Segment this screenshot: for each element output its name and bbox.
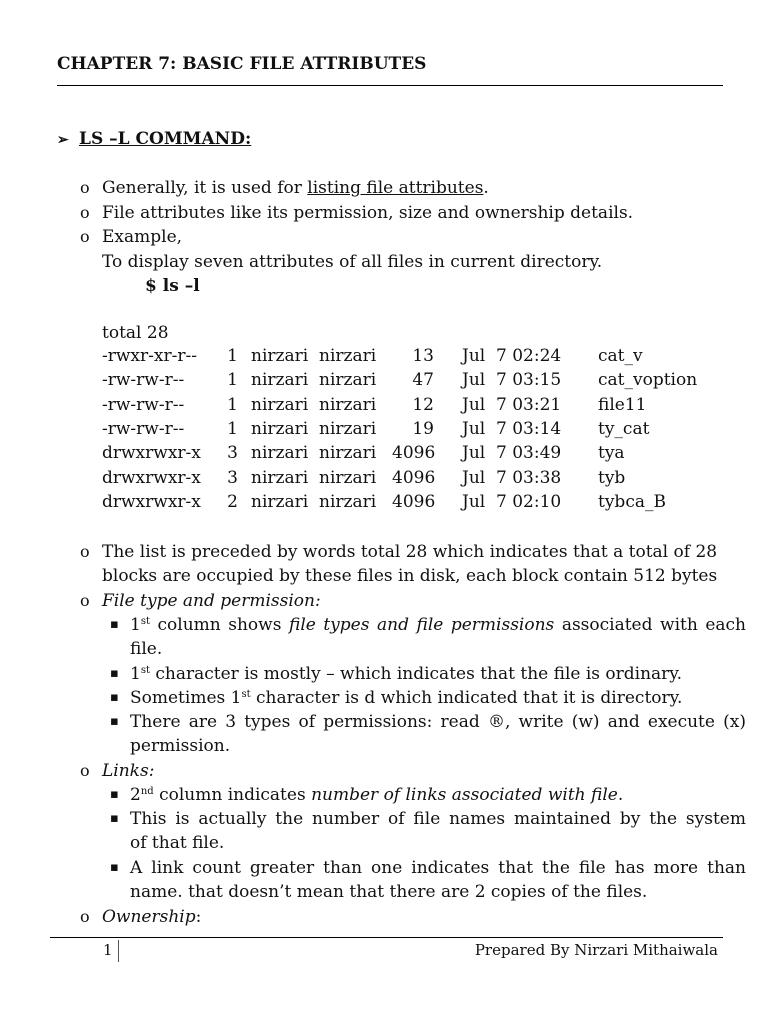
circle-bullet-icon: o bbox=[80, 907, 90, 926]
listing-attributes-link: listing file attributes bbox=[307, 178, 484, 198]
cell-group: nirzari bbox=[319, 346, 377, 366]
cell-name: ty_cat bbox=[598, 418, 650, 439]
cell-size: 12 bbox=[412, 394, 434, 415]
cell-date: Jul 7 03:21 bbox=[462, 394, 562, 415]
table-row bbox=[102, 466, 722, 490]
table-row bbox=[102, 344, 722, 368]
cell-size: 4096 bbox=[392, 443, 436, 464]
ownership-heading: Ownership bbox=[102, 907, 196, 927]
cell-name: cat_v bbox=[598, 346, 643, 366]
square-bullet-icon: ▪ bbox=[110, 787, 119, 802]
cell-owner: nirzari bbox=[251, 394, 309, 415]
arrow-bullet-icon: ➢ bbox=[57, 132, 69, 148]
table-row bbox=[102, 441, 722, 465]
cell-links: 1 bbox=[227, 370, 238, 391]
cell-date: Jul 7 03:14 bbox=[462, 418, 562, 439]
prepared-by: Prepared By Nirzari Mithaiwala bbox=[474, 941, 718, 959]
cell-group: nirzari bbox=[319, 443, 377, 464]
cell-perm: -rw-rw-r-- bbox=[102, 370, 185, 391]
cell-date: Jul 7 03:38 bbox=[462, 467, 562, 488]
table-row bbox=[102, 417, 722, 441]
cell-name: tybca_B bbox=[598, 491, 666, 512]
cell-links: 2 bbox=[227, 491, 238, 512]
cell-name: tyb bbox=[598, 467, 626, 488]
square-bullet-icon: ▪ bbox=[110, 666, 119, 681]
cell-owner: nirzari bbox=[251, 370, 309, 391]
cell-links: 1 bbox=[227, 418, 238, 439]
circle-bullet-icon: o bbox=[80, 591, 90, 610]
cell-links: 1 bbox=[227, 394, 238, 415]
square-bullet-icon: ▪ bbox=[110, 811, 119, 826]
links-heading: Links: bbox=[102, 761, 155, 781]
square-bullet-icon: ▪ bbox=[110, 690, 119, 705]
section-title-text: LS –L COMMAND: bbox=[79, 129, 252, 149]
cell-size: 19 bbox=[412, 418, 434, 439]
section-title bbox=[57, 129, 251, 149]
cell-name: cat_voption bbox=[598, 370, 698, 391]
table-row bbox=[102, 393, 722, 417]
cell-name: file11 bbox=[598, 394, 647, 415]
cell-date: Jul 7 03:15 bbox=[462, 370, 562, 391]
cell-date: Jul 7 03:49 bbox=[462, 443, 562, 464]
cell-owner: nirzari bbox=[251, 443, 309, 464]
square-bullet-icon: ▪ bbox=[110, 714, 119, 729]
header-rule bbox=[57, 85, 723, 86]
square-bullet-icon: ▪ bbox=[110, 617, 119, 632]
page-number: 1 bbox=[103, 941, 113, 959]
cell-date: Jul 7 02:24 bbox=[462, 346, 562, 366]
cell-owner: nirzari bbox=[251, 467, 309, 488]
cell-perm: -rw-rw-r-- bbox=[102, 394, 185, 415]
cell-group: nirzari bbox=[319, 394, 377, 415]
cell-owner: nirzari bbox=[251, 491, 309, 512]
cell-size: 4096 bbox=[392, 467, 436, 488]
cell-links: 3 bbox=[227, 443, 238, 464]
cell-size: 47 bbox=[412, 370, 434, 391]
cell-links: 3 bbox=[227, 467, 238, 488]
circle-bullet-icon: o bbox=[80, 178, 90, 197]
cell-group: nirzari bbox=[319, 467, 377, 488]
footer-rule bbox=[50, 937, 723, 938]
circle-bullet-icon: o bbox=[80, 203, 90, 222]
cell-size: 4096 bbox=[392, 491, 436, 512]
cell-group: nirzari bbox=[319, 418, 377, 439]
cell-perm: drwxrwxr-x bbox=[102, 491, 201, 512]
cell-perm: drwxrwxr-x bbox=[102, 443, 201, 464]
cell-size: 13 bbox=[412, 346, 434, 366]
cell-name: tya bbox=[598, 443, 625, 464]
filetype-heading: File type and permission: bbox=[102, 591, 321, 611]
cell-perm: -rwxr-xr-r-- bbox=[102, 346, 197, 366]
cell-group: nirzari bbox=[319, 491, 377, 512]
cell-date: Jul 7 02:10 bbox=[462, 491, 562, 512]
cell-links: 1 bbox=[227, 346, 238, 366]
table-row bbox=[102, 490, 722, 514]
footer-separator bbox=[118, 940, 119, 962]
table-row bbox=[102, 368, 722, 392]
cell-perm: -rw-rw-r-- bbox=[102, 418, 185, 439]
cell-owner: nirzari bbox=[251, 346, 309, 366]
cell-perm: drwxrwxr-x bbox=[102, 467, 201, 488]
circle-bullet-icon: o bbox=[80, 542, 90, 561]
circle-bullet-icon: o bbox=[80, 761, 90, 780]
cell-owner: nirzari bbox=[251, 418, 309, 439]
circle-bullet-icon: o bbox=[80, 227, 90, 246]
cell-group: nirzari bbox=[319, 370, 377, 391]
chapter-title: CHAPTER 7: BASIC FILE ATTRIBUTES bbox=[57, 54, 427, 74]
square-bullet-icon: ▪ bbox=[110, 860, 119, 875]
